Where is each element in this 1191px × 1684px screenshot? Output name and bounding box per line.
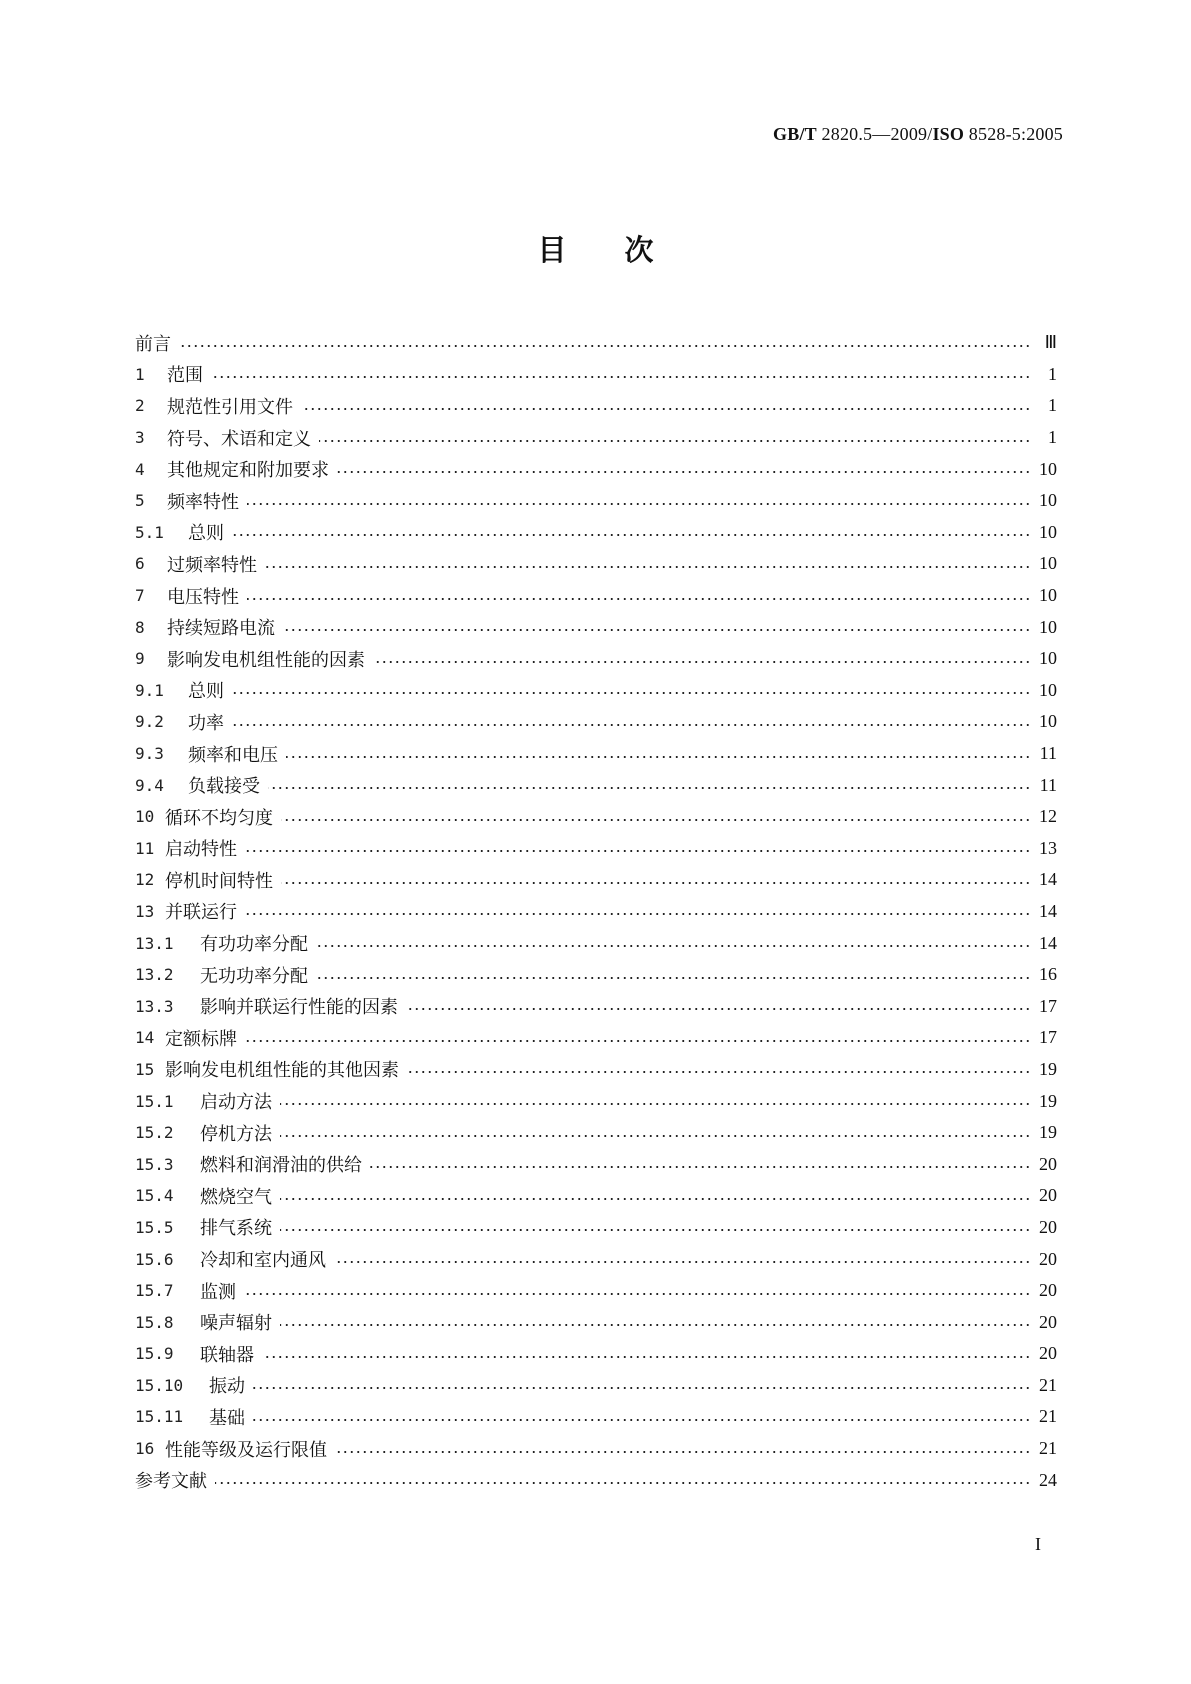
section-page: 16 bbox=[1039, 964, 1057, 985]
section-title: 频率特性 bbox=[167, 491, 239, 513]
section-number: 6 bbox=[135, 554, 145, 574]
section-number: 9.4 bbox=[135, 775, 164, 795]
section-page: 1 bbox=[1048, 427, 1057, 448]
toc-entry[interactable] bbox=[135, 927, 1057, 959]
dot-leader bbox=[247, 502, 1031, 506]
toc-entry[interactable] bbox=[135, 896, 1057, 928]
toc-entry[interactable] bbox=[135, 1433, 1057, 1465]
section-number: 13.1 bbox=[135, 933, 174, 953]
section-page: 1 bbox=[1048, 363, 1057, 384]
dot-leader bbox=[179, 344, 1031, 348]
toc-entry[interactable] bbox=[135, 1370, 1057, 1402]
section-page: 13 bbox=[1039, 837, 1057, 858]
dot-leader bbox=[337, 470, 1031, 474]
dot-leader bbox=[262, 1355, 1031, 1359]
dot-leader bbox=[334, 1260, 1031, 1264]
section-title: 基础 bbox=[209, 1407, 245, 1429]
section-title: 前言 bbox=[135, 333, 171, 355]
toc-entry[interactable] bbox=[135, 327, 1057, 359]
section-title: 影响发电机组性能的其他因素 bbox=[165, 1060, 399, 1082]
section-title: 持续短路电流 bbox=[167, 618, 275, 640]
dot-leader bbox=[316, 976, 1031, 980]
toc-entry[interactable] bbox=[135, 706, 1057, 738]
section-title: 停机方法 bbox=[200, 1123, 272, 1145]
toc-entry[interactable] bbox=[135, 580, 1057, 612]
section-number: 3 bbox=[135, 428, 145, 448]
dot-leader bbox=[281, 881, 1031, 885]
section-title: 循环不均匀度 bbox=[165, 807, 273, 829]
section-title: 符号、术语和定义 bbox=[167, 428, 311, 450]
section-number: 15 bbox=[135, 1059, 155, 1079]
toc-entry[interactable] bbox=[135, 864, 1057, 896]
toc-entry[interactable] bbox=[135, 769, 1057, 801]
dot-leader bbox=[373, 660, 1031, 664]
section-title: 并联运行 bbox=[165, 902, 237, 924]
toc-entry[interactable] bbox=[135, 1401, 1057, 1433]
section-page: 24 bbox=[1039, 1469, 1057, 1490]
section-number: 11 bbox=[135, 838, 155, 858]
dot-leader bbox=[253, 1418, 1031, 1422]
toc-entry[interactable] bbox=[135, 453, 1057, 485]
dot-leader bbox=[215, 1481, 1031, 1485]
dot-leader bbox=[319, 439, 1031, 443]
dot-leader bbox=[280, 1197, 1031, 1201]
section-number: 9.1 bbox=[135, 680, 164, 700]
section-number: 13 bbox=[135, 901, 155, 921]
table-of-contents bbox=[135, 327, 1057, 1496]
iso-label: ISO bbox=[932, 124, 965, 144]
section-number: 15.10 bbox=[135, 1375, 184, 1395]
dot-leader bbox=[244, 1292, 1031, 1296]
section-number: 15.5 bbox=[135, 1217, 174, 1237]
section-page: 11 bbox=[1039, 743, 1057, 764]
toc-entry[interactable] bbox=[135, 1212, 1057, 1244]
section-number: 5.1 bbox=[135, 522, 164, 542]
toc-entry[interactable] bbox=[135, 517, 1057, 549]
gb-number: 2820.5—2009/ bbox=[816, 124, 933, 144]
section-page: 10 bbox=[1039, 679, 1057, 700]
toc-entry[interactable] bbox=[135, 1275, 1057, 1307]
dot-leader bbox=[245, 1039, 1031, 1043]
section-page: 10 bbox=[1039, 616, 1057, 637]
section-number: 9.3 bbox=[135, 744, 164, 764]
section-page: 20 bbox=[1039, 1153, 1057, 1174]
section-page: 21 bbox=[1039, 1374, 1057, 1395]
section-page: 20 bbox=[1039, 1185, 1057, 1206]
section-page: 19 bbox=[1039, 1090, 1057, 1111]
section-title: 联轴器 bbox=[200, 1344, 254, 1366]
section-title: 范围 bbox=[167, 365, 203, 387]
dot-leader bbox=[245, 849, 1031, 853]
section-number: 9.2 bbox=[135, 712, 164, 732]
iso-number: 8528-5:2005 bbox=[964, 124, 1063, 144]
section-number: 10 bbox=[135, 807, 155, 827]
section-page: 21 bbox=[1039, 1438, 1057, 1459]
dot-leader bbox=[407, 1070, 1031, 1074]
section-page: 10 bbox=[1039, 490, 1057, 511]
dot-leader bbox=[406, 1007, 1031, 1011]
toc-entry[interactable] bbox=[135, 1022, 1057, 1054]
dot-leader bbox=[281, 818, 1031, 822]
section-number: 15.11 bbox=[135, 1407, 184, 1427]
section-number: 13.3 bbox=[135, 996, 174, 1016]
dot-leader bbox=[286, 755, 1031, 759]
section-title: 负载接受 bbox=[188, 776, 260, 798]
section-number: 1 bbox=[135, 364, 145, 384]
dot-leader bbox=[232, 691, 1031, 695]
section-number: 7 bbox=[135, 586, 145, 606]
section-number: 15.7 bbox=[135, 1281, 174, 1301]
section-title: 燃烧空气 bbox=[200, 1186, 272, 1208]
dot-leader bbox=[268, 786, 1031, 790]
section-title: 启动方法 bbox=[200, 1092, 272, 1114]
section-title: 无功功率分配 bbox=[200, 965, 308, 987]
toc-entry[interactable] bbox=[135, 485, 1057, 517]
section-page: 11 bbox=[1039, 774, 1057, 795]
section-title: 过频率特性 bbox=[167, 554, 257, 576]
toc-entry[interactable] bbox=[135, 1306, 1057, 1338]
section-number: 13.2 bbox=[135, 965, 174, 985]
section-title: 有功功率分配 bbox=[200, 934, 308, 956]
toc-entry[interactable] bbox=[135, 1338, 1057, 1370]
toc-entry[interactable] bbox=[135, 1464, 1057, 1496]
dot-leader bbox=[316, 944, 1031, 948]
section-title: 功率 bbox=[188, 712, 224, 734]
toc-entry[interactable] bbox=[135, 359, 1057, 391]
toc-entry[interactable] bbox=[135, 1085, 1057, 1117]
toc-entry[interactable] bbox=[135, 643, 1057, 675]
dot-leader bbox=[370, 1165, 1031, 1169]
section-title: 冷却和室内通风 bbox=[200, 1250, 326, 1272]
section-number: 12 bbox=[135, 870, 155, 890]
section-title: 燃料和润滑油的供给 bbox=[200, 1155, 362, 1177]
toc-entry[interactable] bbox=[135, 390, 1057, 422]
section-title: 其他规定和附加要求 bbox=[167, 460, 329, 482]
section-page: 12 bbox=[1039, 806, 1057, 827]
section-number: 4 bbox=[135, 459, 145, 479]
section-page: 10 bbox=[1039, 553, 1057, 574]
section-page: 10 bbox=[1039, 648, 1057, 669]
section-number: 2 bbox=[135, 396, 145, 416]
section-title: 参考文献 bbox=[135, 1471, 207, 1493]
dot-leader bbox=[280, 1323, 1031, 1327]
section-page: 14 bbox=[1039, 900, 1057, 921]
dot-leader bbox=[232, 723, 1031, 727]
dot-leader bbox=[247, 597, 1031, 601]
section-page: 20 bbox=[1039, 1311, 1057, 1332]
section-page: 1 bbox=[1048, 395, 1057, 416]
section-title: 排气系统 bbox=[200, 1218, 272, 1240]
section-title: 定额标牌 bbox=[165, 1028, 237, 1050]
dot-leader bbox=[280, 1134, 1031, 1138]
toc-entry[interactable] bbox=[135, 611, 1057, 643]
toc-entry[interactable] bbox=[135, 738, 1057, 770]
toc-entry[interactable] bbox=[135, 990, 1057, 1022]
section-page: 10 bbox=[1039, 458, 1057, 479]
section-number: 14 bbox=[135, 1028, 155, 1048]
section-page: Ⅲ bbox=[1044, 332, 1057, 353]
section-number: 15.9 bbox=[135, 1344, 174, 1364]
section-number: 15.1 bbox=[135, 1091, 174, 1111]
section-page: 14 bbox=[1039, 932, 1057, 953]
section-title: 性能等级及运行限值 bbox=[165, 1439, 327, 1461]
dot-leader bbox=[245, 912, 1031, 916]
toc-entry[interactable] bbox=[135, 1054, 1057, 1086]
dot-leader bbox=[253, 1386, 1031, 1390]
section-number: 8 bbox=[135, 617, 145, 637]
toc-entry[interactable] bbox=[135, 1148, 1057, 1180]
dot-leader bbox=[283, 628, 1031, 632]
section-number: 9 bbox=[135, 649, 145, 669]
section-page: 20 bbox=[1039, 1248, 1057, 1269]
toc-entry[interactable] bbox=[135, 675, 1057, 707]
page-number: I bbox=[1035, 1534, 1041, 1554]
section-number: 15.4 bbox=[135, 1186, 174, 1206]
section-page: 19 bbox=[1039, 1122, 1057, 1143]
section-page: 20 bbox=[1039, 1216, 1057, 1237]
section-title: 规范性引用文件 bbox=[167, 396, 293, 418]
section-page: 17 bbox=[1039, 1027, 1057, 1048]
section-number: 15.8 bbox=[135, 1312, 174, 1332]
section-title: 影响并联运行性能的因素 bbox=[200, 997, 398, 1019]
toc-entry[interactable] bbox=[135, 1117, 1057, 1149]
section-number: 5 bbox=[135, 491, 145, 511]
section-title: 电压特性 bbox=[167, 586, 239, 608]
toc-entry[interactable] bbox=[135, 548, 1057, 580]
toc-entry[interactable] bbox=[135, 1180, 1057, 1212]
toc-entry[interactable] bbox=[135, 833, 1057, 865]
dot-leader bbox=[211, 375, 1031, 379]
dot-leader bbox=[280, 1102, 1031, 1106]
section-page: 17 bbox=[1039, 995, 1057, 1016]
toc-entry[interactable] bbox=[135, 422, 1057, 454]
section-page: 20 bbox=[1039, 1280, 1057, 1301]
section-page: 10 bbox=[1039, 521, 1057, 542]
section-title: 频率和电压 bbox=[188, 744, 278, 766]
dot-leader bbox=[265, 565, 1031, 569]
section-title: 启动特性 bbox=[165, 839, 237, 861]
toc-entry[interactable] bbox=[135, 1243, 1057, 1275]
section-title: 影响发电机组性能的因素 bbox=[167, 649, 365, 671]
section-number: 16 bbox=[135, 1439, 155, 1459]
toc-entry[interactable] bbox=[135, 801, 1057, 833]
section-page: 21 bbox=[1039, 1406, 1057, 1427]
dot-leader bbox=[232, 533, 1031, 537]
section-number: 15.2 bbox=[135, 1123, 174, 1143]
section-title: 振动 bbox=[209, 1376, 245, 1398]
section-page: 14 bbox=[1039, 869, 1057, 890]
section-page: 20 bbox=[1039, 1343, 1057, 1364]
section-page: 10 bbox=[1039, 711, 1057, 732]
section-number: 15.6 bbox=[135, 1249, 174, 1269]
section-page: 10 bbox=[1039, 585, 1057, 606]
toc-entry[interactable] bbox=[135, 959, 1057, 991]
dot-leader bbox=[335, 1450, 1031, 1454]
section-title: 停机时间特性 bbox=[165, 870, 273, 892]
section-number: 15.3 bbox=[135, 1154, 174, 1174]
dot-leader bbox=[280, 1228, 1031, 1232]
gb-t-label: GB/T bbox=[773, 124, 817, 144]
section-title: 总则 bbox=[188, 681, 224, 703]
section-page: 19 bbox=[1039, 1058, 1057, 1079]
section-title: 总则 bbox=[188, 523, 224, 545]
standard-code-header bbox=[773, 124, 1063, 145]
page-title: 目次 bbox=[537, 233, 712, 267]
dot-leader bbox=[301, 407, 1031, 411]
section-title: 监测 bbox=[200, 1281, 236, 1303]
section-title: 噪声辐射 bbox=[200, 1313, 272, 1335]
